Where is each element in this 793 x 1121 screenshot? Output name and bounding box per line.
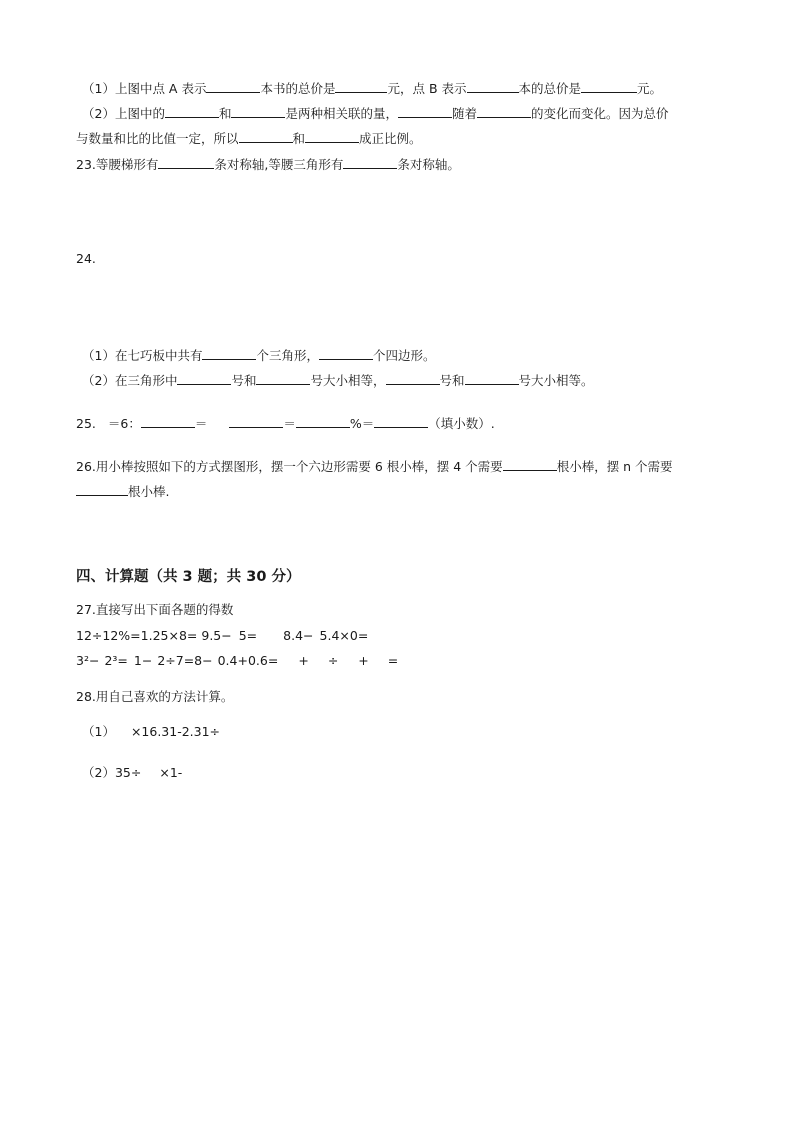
q27-row2-item-e: 8−: [194, 653, 213, 668]
q24-part2-text-b: 号和: [231, 373, 257, 388]
q24-part2-text-a: （2）在三角形中: [82, 373, 178, 388]
q27-row2-item-h: ÷: [327, 653, 339, 668]
q24-part1: [82, 346, 436, 364]
q24-part1-text-b: 个三角形，: [256, 348, 319, 363]
answer-blank[interactable]: [477, 104, 531, 118]
q22-part1-text-c: 元，点 B 表示: [387, 81, 467, 96]
answer-blank[interactable]: [141, 414, 195, 428]
q22-part2-text-e: 的变化而变化。因为总价: [531, 106, 669, 121]
q22-part1-text-e: 元。: [637, 81, 663, 96]
q22-part1: [82, 79, 662, 97]
q27-row1: [76, 628, 368, 644]
q24-number: 24.: [76, 251, 96, 266]
q27-row2-item-i: +: [358, 653, 369, 668]
q27-title: 27.直接写出下面各题的得数: [76, 602, 234, 617]
q27-row2-item-f: 0.4+0.6=: [217, 653, 279, 668]
q24-part1-text-a: （1）在七巧板中共有: [82, 348, 203, 363]
q28-part2: [82, 765, 182, 781]
answer-blank[interactable]: [386, 371, 440, 385]
q25-text-f: （填小数）.: [428, 416, 495, 431]
answer-blank[interactable]: [177, 371, 231, 385]
q28-part2-expression: ×1-: [159, 765, 183, 780]
answer-blank[interactable]: [158, 155, 214, 169]
q23-text-b: 条对称轴,等腰三角形有: [214, 157, 344, 172]
answer-blank[interactable]: [239, 129, 293, 143]
answer-blank[interactable]: [581, 79, 637, 93]
answer-blank[interactable]: [202, 346, 256, 360]
q26-text-b: 根小棒，摆 n 个需要: [556, 459, 673, 474]
q22-part2: [82, 104, 669, 122]
q28-title: 28.用自己喜欢的方法计算。: [76, 689, 234, 704]
answer-blank[interactable]: [206, 79, 260, 93]
q23-text-a: 23.等腰梯形有: [76, 157, 159, 172]
q27-row1-item-f: 5.4×0=: [319, 628, 369, 643]
q27-row2-item-c: 1−: [133, 653, 153, 668]
answer-blank[interactable]: [398, 104, 452, 118]
q27-row2-item-j: =: [387, 653, 399, 668]
answer-blank[interactable]: [465, 371, 519, 385]
q22-part2-text-a: （2）上图中的: [82, 106, 165, 121]
q27-row1-item-e: 8.4−: [283, 628, 314, 643]
q22-part3-text-a: 与数量和比的比值一定，所以: [76, 131, 239, 146]
q23-text-c: 条对称轴。: [397, 157, 460, 172]
q24-part1-text-c: 个四边形。: [372, 348, 436, 363]
q24-part2: [82, 371, 594, 389]
answer-blank[interactable]: [374, 414, 428, 428]
q26-line1: [76, 457, 673, 475]
q25-text-d: ＝: [283, 416, 296, 431]
answer-blank[interactable]: [335, 79, 387, 93]
q27-row2: [76, 653, 398, 669]
q27-row1-item-d: 5=: [238, 628, 258, 643]
q28-part1-label: （1）: [82, 724, 115, 739]
q27-row1-item-a: 12÷12%=: [76, 628, 141, 643]
q27-row2-item-b: 2³=: [104, 653, 128, 668]
answer-blank[interactable]: [231, 104, 285, 118]
answer-blank[interactable]: [256, 371, 310, 385]
answer-blank[interactable]: [305, 129, 359, 143]
q24-part2-text-d: 号和: [439, 373, 465, 388]
q27-row2-item-a: 3²−: [76, 653, 100, 668]
q24-part2-text-c: 号大小相等，: [310, 373, 386, 388]
q23: [76, 155, 460, 173]
q27-row2-item-g: +: [298, 653, 309, 668]
answer-blank[interactable]: [229, 414, 283, 428]
q27-row1-item-c: 9.5−: [201, 628, 232, 643]
q22-part3-text-c: 成正比例。: [359, 131, 422, 146]
q22-part1-text-d: 本的总价是: [518, 81, 582, 96]
q26-line2: [76, 482, 169, 500]
q22-part1-text-a: （1）上图中点 A 表示: [82, 81, 207, 96]
q26-text-a: 26.用小棒按照如下的方式摆图形，摆一个六边形需要 6 根小棒，摆 4 个需要: [76, 459, 503, 474]
q26-text-c: 根小棒.: [128, 484, 170, 499]
q27-row2-item-d: 2÷7=: [157, 653, 195, 668]
q28-part1-expression: ×16.31-2.31÷: [130, 724, 221, 739]
q28-part2-label: （2）35÷: [82, 765, 142, 780]
q27-row1-item-b: 1.25×8=: [140, 628, 198, 643]
q24-part2-text-e: 号大小相等。: [518, 373, 594, 388]
answer-blank[interactable]: [165, 104, 219, 118]
q28-part1: [82, 724, 220, 740]
q25-number: 25.: [76, 416, 96, 431]
section-heading: 四、计算题（共 3 题；共 30 分）: [76, 569, 301, 585]
q22-part3: [76, 129, 422, 147]
answer-blank[interactable]: [319, 346, 373, 360]
q22-part1-text-b: 本书的总价是: [260, 81, 336, 96]
q25-text-c: ＝: [194, 416, 208, 431]
q25: [76, 414, 495, 432]
q25-text-e: %＝: [349, 416, 375, 431]
answer-blank[interactable]: [343, 155, 397, 169]
q22-part3-text-b: 和: [292, 131, 306, 146]
q25-text-b: ＝6：: [107, 416, 141, 431]
q22-part2-text-c: 是两种相关联的量，: [285, 106, 398, 121]
answer-blank[interactable]: [503, 457, 557, 471]
answer-blank[interactable]: [76, 482, 128, 496]
q22-part2-text-d: 随着: [452, 106, 478, 121]
answer-blank[interactable]: [467, 79, 519, 93]
q22-part2-text-b: 和: [218, 106, 232, 121]
answer-blank[interactable]: [296, 414, 350, 428]
